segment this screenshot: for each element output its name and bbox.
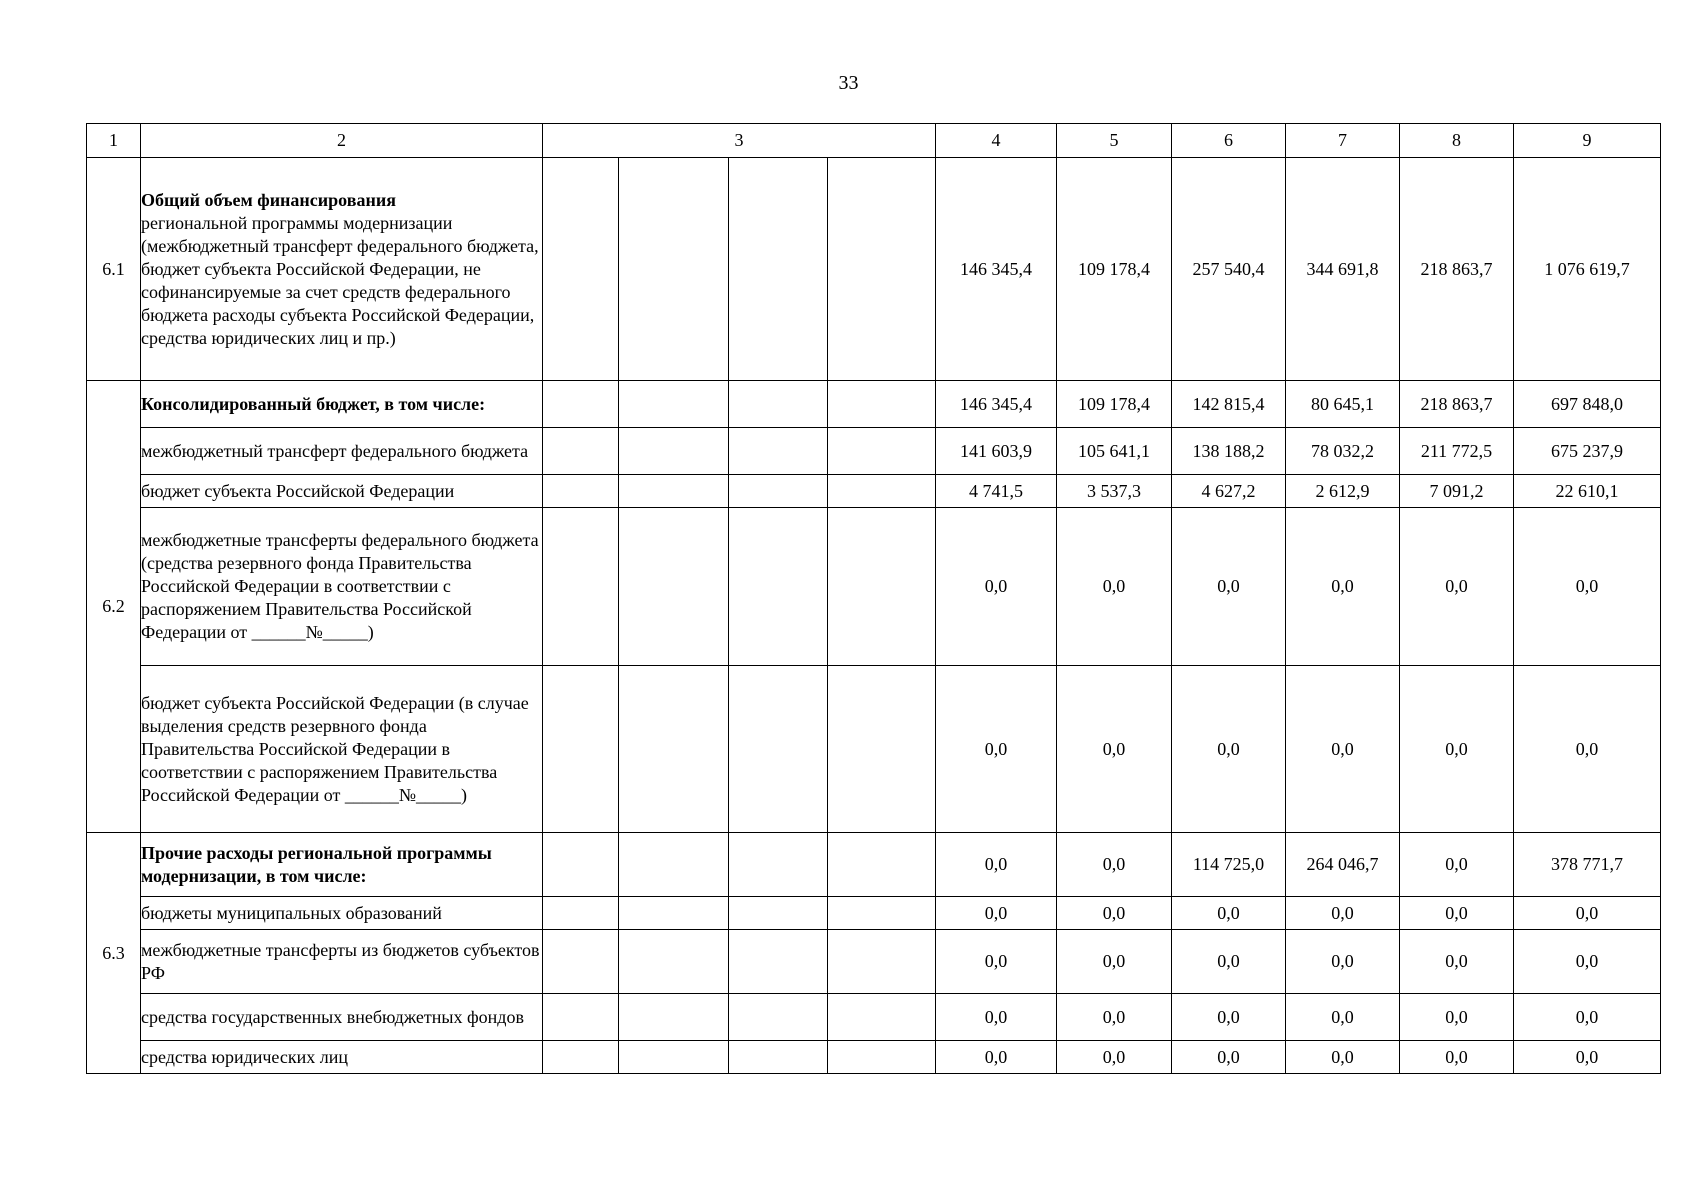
table-cell: 138 188,2 <box>1172 428 1286 475</box>
table-cell: 2 612,9 <box>1286 475 1400 508</box>
row-label <box>141 158 543 381</box>
table-cell: 105 641,1 <box>1057 428 1172 475</box>
table-cell: 0,0 <box>1400 1041 1514 1074</box>
row-label: Прочие расходы региональной программы модернизации, в том числе: <box>141 833 543 897</box>
table-cell: 0,0 <box>1057 833 1172 897</box>
table-cell: 3 537,3 <box>1057 475 1172 508</box>
table-cell: 218 863,7 <box>1400 158 1514 381</box>
table-cell: 109 178,4 <box>1057 381 1172 428</box>
table-cell: 0,0 <box>1400 930 1514 994</box>
table-cell: 0,0 <box>1172 930 1286 994</box>
row-label: бюджет субъекта Российской Федерации <box>141 475 543 508</box>
table-cell: 7 091,2 <box>1400 475 1514 508</box>
table-cell: 0,0 <box>1172 508 1286 666</box>
table-cell: 257 540,4 <box>1172 158 1286 381</box>
table-cell: 0,0 <box>1514 666 1661 833</box>
table-cell: 0,0 <box>1057 897 1172 930</box>
row-label: бюджеты муниципальных образований <box>141 897 543 930</box>
table-cell: 0,0 <box>1057 1041 1172 1074</box>
table-cell: 0,0 <box>1400 897 1514 930</box>
table-cell: 22 610,1 <box>1514 475 1661 508</box>
table-cell: 78 032,2 <box>1286 428 1400 475</box>
column-header: 8 <box>1400 124 1514 158</box>
table-row <box>87 666 1661 833</box>
row-number: 6.3 <box>87 833 141 1074</box>
table-cell: 0,0 <box>1057 930 1172 994</box>
table-row <box>87 475 1661 508</box>
table-cell: 264 046,7 <box>1286 833 1400 897</box>
row-label: межбюджетные трансферты из бюджетов субъектов РФ <box>141 930 543 994</box>
table-cell: 1 076 619,7 <box>1514 158 1661 381</box>
table-cell: 0,0 <box>1057 666 1172 833</box>
row-label-bold: Общий объем финансирования <box>141 189 396 210</box>
table-row <box>87 930 1661 994</box>
table-cell: 0,0 <box>1172 666 1286 833</box>
table-cell: 142 815,4 <box>1172 381 1286 428</box>
table-cell: 0,0 <box>1514 897 1661 930</box>
row-label: межбюджетный трансферт федерального бюджета <box>141 428 543 475</box>
table-row <box>87 428 1661 475</box>
column-header: 3 <box>543 124 936 158</box>
table-row <box>87 897 1661 930</box>
header-row <box>87 124 1661 158</box>
table-cell: 0,0 <box>1286 666 1400 833</box>
table-cell: 80 645,1 <box>1286 381 1400 428</box>
column-header: 2 <box>141 124 543 158</box>
table-cell: 378 771,7 <box>1514 833 1661 897</box>
table-cell: 0,0 <box>936 930 1057 994</box>
column-header: 6 <box>1172 124 1286 158</box>
table-row <box>87 994 1661 1041</box>
table-cell: 344 691,8 <box>1286 158 1400 381</box>
table-cell: 0,0 <box>936 897 1057 930</box>
table-cell: 0,0 <box>1057 508 1172 666</box>
row-label: средства юридических лиц <box>141 1041 543 1074</box>
table-row <box>87 1041 1661 1074</box>
table-cell: 4 627,2 <box>1172 475 1286 508</box>
table-cell: 697 848,0 <box>1514 381 1661 428</box>
table-row <box>87 381 1661 428</box>
table-row <box>87 508 1661 666</box>
row-label: средства государственных внебюджетных фондов <box>141 994 543 1041</box>
table-cell: 0,0 <box>936 666 1057 833</box>
row-label: бюджет субъекта Российской Федерации (в случае выделения средств резервного фонда Правительства Российской Федерации в соответствии с распоряжением Правительства Российской Федерации от ______№_____) <box>141 666 543 833</box>
table-cell: 0,0 <box>936 1041 1057 1074</box>
table-cell: 4 741,5 <box>936 475 1057 508</box>
table-cell: 109 178,4 <box>1057 158 1172 381</box>
table-cell: 0,0 <box>1400 994 1514 1041</box>
table-cell: 0,0 <box>1514 508 1661 666</box>
table-cell: 0,0 <box>1172 897 1286 930</box>
column-header: 9 <box>1514 124 1661 158</box>
table-cell: 211 772,5 <box>1400 428 1514 475</box>
budget-table <box>86 123 1661 1074</box>
table-cell: 0,0 <box>1400 833 1514 897</box>
table-cell: 0,0 <box>936 994 1057 1041</box>
table-cell: 0,0 <box>1514 1041 1661 1074</box>
table-row <box>87 158 1661 381</box>
column-header: 1 <box>87 124 141 158</box>
table-cell: 0,0 <box>936 508 1057 666</box>
table-cell: 146 345,4 <box>936 381 1057 428</box>
row-label-rest: региональной программы модернизации (межбюджетный трансферт федерального бюджета, бюджет субъекта Российской Федерации, не софинансируемые за счет средств федерального бюджета расходы субъекта Российской Федерации, средства юридических лиц и пр.) <box>141 212 539 348</box>
table-cell: 0,0 <box>1514 930 1661 994</box>
table-cell: 0,0 <box>1286 994 1400 1041</box>
table-cell: 675 237,9 <box>1514 428 1661 475</box>
table-cell: 0,0 <box>1286 897 1400 930</box>
table-cell: 218 863,7 <box>1400 381 1514 428</box>
table-cell: 0,0 <box>936 833 1057 897</box>
table-cell: 0,0 <box>1057 994 1172 1041</box>
table-cell: 146 345,4 <box>936 158 1057 381</box>
column-header: 5 <box>1057 124 1172 158</box>
table-cell: 0,0 <box>1286 1041 1400 1074</box>
row-label: Консолидированный бюджет, в том числе: <box>141 381 543 428</box>
table-cell: 0,0 <box>1172 994 1286 1041</box>
row-label: межбюджетные трансферты федерального бюджета (средства резервного фонда Правительства Российской Федерации в соответствии с распоряжением Правительства Российской Федерации от ______№_____) <box>141 508 543 666</box>
table-cell: 0,0 <box>1514 994 1661 1041</box>
row-number: 6.2 <box>87 381 141 833</box>
page-number: 33 <box>838 72 859 94</box>
table-cell: 0,0 <box>1286 930 1400 994</box>
table-cell: 0,0 <box>1400 666 1514 833</box>
row-number: 6.1 <box>87 158 141 381</box>
column-header: 4 <box>936 124 1057 158</box>
table-cell: 0,0 <box>1172 1041 1286 1074</box>
column-header: 7 <box>1286 124 1400 158</box>
table-cell: 114 725,0 <box>1172 833 1286 897</box>
table-cell: 141 603,9 <box>936 428 1057 475</box>
table-row <box>87 833 1661 897</box>
table-cell: 0,0 <box>1286 508 1400 666</box>
table-cell: 0,0 <box>1400 508 1514 666</box>
